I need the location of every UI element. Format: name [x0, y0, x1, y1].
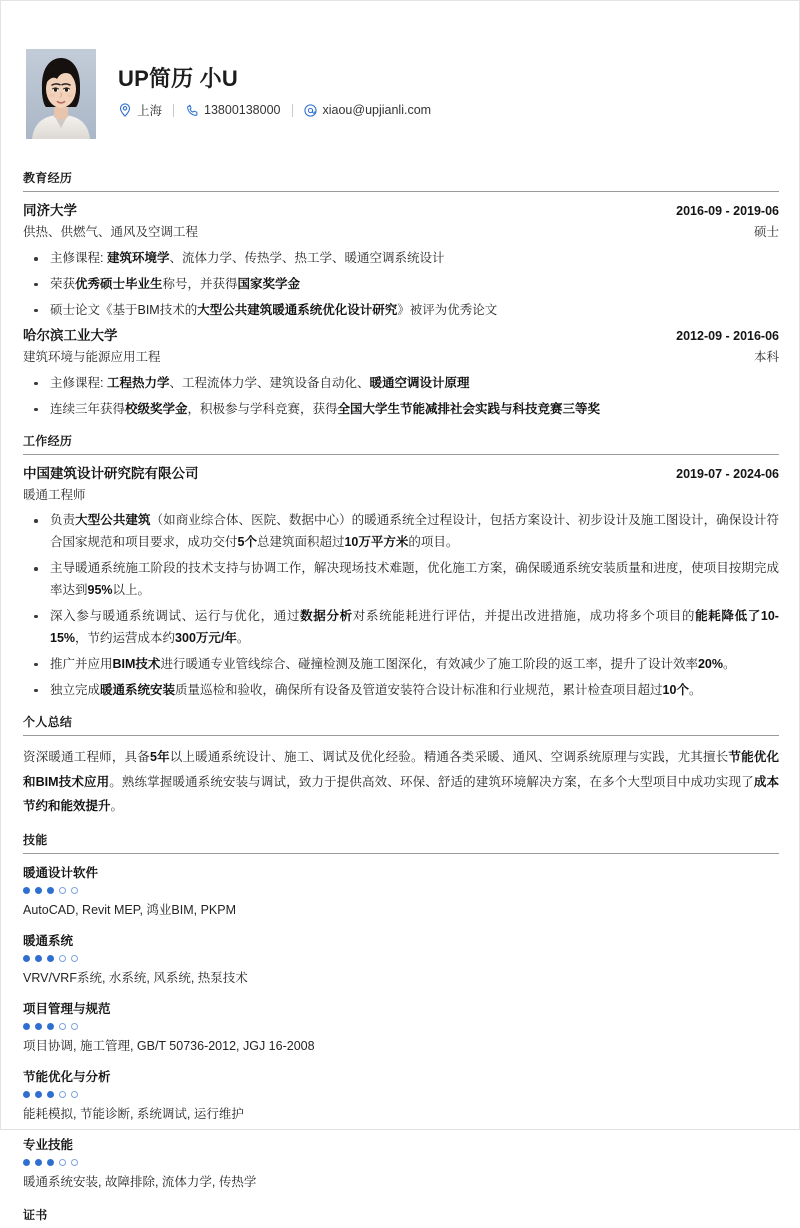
skill-name: 暖通系统 [23, 933, 74, 948]
entry-subheader [23, 347, 779, 367]
skill-entry [23, 863, 779, 920]
rating-dot [71, 955, 78, 962]
entry-major: 建筑环境与能源应用工程 [23, 349, 161, 364]
rating-dot [35, 1159, 42, 1166]
bullet-item: 主修课程: 工程热力学、工程流体力学、建筑设备自动化、暖通空调设计原理 [23, 373, 779, 395]
entry-major: 供热、供燃气、通风及空调工程 [23, 225, 199, 240]
entry-bullet-list [23, 248, 779, 322]
skill-entry [23, 931, 779, 988]
entry-subheader [23, 486, 779, 505]
experience-entry [23, 464, 779, 701]
avatar [26, 49, 96, 139]
rating-dot [47, 955, 54, 962]
skill-entry [23, 999, 779, 1056]
rating-dot [23, 1023, 30, 1030]
skill-level-rating [23, 955, 779, 962]
rating-dot [35, 887, 42, 894]
skill-entry [23, 1135, 779, 1192]
rating-dot [71, 1091, 78, 1098]
rating-dot [59, 1023, 66, 1030]
section-title-certificates: 证书 [23, 1207, 48, 1222]
section-divider [23, 735, 779, 736]
contact-divider [173, 104, 174, 117]
bullet-item: 主修课程: 建筑环境学、流体力学、传热学、热工学、暖通空调系统设计 [23, 248, 779, 270]
skill-name: 项目管理与规范 [23, 1001, 111, 1016]
rating-dot [59, 955, 66, 962]
rating-dot [47, 1091, 54, 1098]
section-certificates [23, 1206, 779, 1228]
experience-entry [23, 326, 779, 421]
skill-items: 项目协调, 施工管理, GB/T 50736-2012, JGJ 16-2008 [23, 1038, 315, 1053]
rating-dot [71, 1159, 78, 1166]
contact-phone [185, 103, 280, 117]
skill-items: 能耗模拟, 节能诊断, 系统调试, 运行维护 [23, 1106, 244, 1121]
rating-dot [71, 1023, 78, 1030]
contact-list [118, 101, 431, 119]
rating-dot [59, 887, 66, 894]
skill-items: 暖通系统安装, 故障排除, 流体力学, 传热学 [23, 1174, 257, 1189]
contact-divider [292, 104, 293, 117]
rating-dot [47, 1023, 54, 1030]
location-pin-icon [118, 103, 132, 117]
rating-dot [35, 1023, 42, 1030]
skill-level-rating [23, 1023, 779, 1030]
resume-header [23, 27, 779, 157]
entry-header [23, 326, 779, 346]
section-work [23, 432, 779, 701]
entry-subheader [23, 222, 779, 242]
rating-dot [35, 955, 42, 962]
skill-entry [23, 1067, 779, 1124]
entry-header [23, 201, 779, 221]
rating-dot [47, 1159, 54, 1166]
bullet-item: 主导暖通系统施工阶段的技术支持与协调工作，解决现场技术难题，优化施工方案，确保暖通系统安装质量和进度，使项目按期完成率达到95%以上。 [23, 558, 779, 602]
bullet-item: 推广并应用BIM技术进行暖通专业管线综合、碰撞检测及施工图深化，有效减少了施工阶段的返工率，提升了设计效率20%。 [23, 654, 779, 676]
entry-major: 暖通工程师 [23, 487, 86, 502]
section-skills [23, 831, 779, 1192]
skill-level-rating [23, 1159, 779, 1166]
entry-organization: 同济大学 [23, 203, 77, 218]
contact-email [304, 103, 432, 117]
skill-name: 暖通设计软件 [23, 865, 99, 880]
phone-icon [185, 103, 199, 117]
skill-list [23, 863, 779, 1192]
skill-items: VRV/VRF系统, 水系统, 风系统, 热泵技术 [23, 970, 248, 985]
bullet-item: 荣获优秀硕士毕业生称号，并获得国家奖学金 [23, 274, 779, 296]
rating-dot [59, 1159, 66, 1166]
section-title-education: 教育经历 [23, 171, 73, 185]
entry-organization: 中国建筑设计研究院有限公司 [23, 466, 199, 482]
entry-degree: 本科 [753, 349, 779, 364]
entry-degree: 硕士 [753, 225, 779, 240]
section-education [23, 169, 779, 420]
education-entries [23, 201, 779, 420]
summary-text: 资深暖通工程师，具备5年以上暖通系统设计、施工、调试及优化经验。精通各类采暖、通风、空调系统原理与实践，尤其擅长节能优化和BIM技术应用。熟练掌握暖通系统安装与调试，致力于提供高效、环保、舒适的建筑环境解决方案，在多个大型项目中成功实现了成本节约和能效提升。 [23, 750, 779, 814]
section-title-skills: 技能 [23, 832, 48, 847]
rating-dot [47, 887, 54, 894]
skill-name: 节能优化与分析 [23, 1069, 111, 1084]
contact-phone-value: 13800138000 [204, 103, 281, 118]
entry-date-range: 2019-07 - 2024-06 [676, 467, 779, 482]
email-at-icon [304, 103, 318, 117]
rating-dot [23, 955, 30, 962]
section-divider [23, 454, 779, 455]
page-title: UP简历 小U [118, 66, 238, 91]
rating-dot [23, 887, 30, 894]
bullet-item: 连续三年获得校级奖学金，积极参与学科竞赛，获得全国大学生节能减排社会实践与科技竞赛三等奖 [23, 399, 779, 421]
bullet-item: 硕士论文《基于BIM技术的大型公共建筑暖通系统优化设计研究》被评为优秀论文 [23, 300, 779, 322]
rating-dot [35, 1091, 42, 1098]
section-divider [23, 853, 779, 854]
section-divider [23, 191, 779, 192]
entry-date-range: 2012-09 - 2016-06 [676, 328, 779, 343]
rating-dot [23, 1159, 30, 1166]
header-text-block [118, 49, 431, 119]
skill-items: AutoCAD, Revit MEP, 鸿业BIM, PKPM [23, 902, 237, 917]
section-summary [23, 713, 779, 818]
section-title-summary: 个人总结 [23, 715, 73, 730]
bullet-item: 独立完成暖通系统安装质量巡检和验收，确保所有设备及管道安装符合设计标准和行业规范，累计检查项目超过10个。 [23, 680, 779, 702]
bullet-item: 深入参与暖通系统调试、运行与优化，通过数据分析对系统能耗进行评估，并提出改进措施，成功将多个项目的能耗降低了10-15%，节约运营成本约300万元/年。 [23, 606, 779, 650]
experience-entry [23, 201, 779, 322]
contact-email-value: xiaou@upjianli.com [322, 103, 432, 118]
entry-date-range: 2016-09 - 2019-06 [676, 204, 779, 218]
skill-name: 专业技能 [23, 1137, 74, 1152]
entry-header [23, 464, 779, 484]
bullet-item: 负责大型公共建筑（如商业综合体、医院、数据中心）的暖通系统全过程设计，包括方案设计、初步设计及施工图设计，确保设计符合国家规范和项目要求，成功交付5个总建筑面积超过10万平方米的项目。 [23, 510, 779, 554]
skill-level-rating [23, 1091, 779, 1098]
rating-dot [59, 1091, 66, 1098]
skill-level-rating [23, 887, 779, 894]
entry-bullet-list [23, 373, 779, 421]
entry-organization: 哈尔滨工业大学 [23, 327, 118, 343]
contact-location [118, 101, 162, 119]
work-entries [23, 464, 779, 701]
rating-dot [23, 1091, 30, 1098]
section-title-work: 工作经历 [23, 434, 73, 449]
entry-bullet-list [23, 510, 779, 701]
contact-location-value: 上海 [137, 104, 163, 119]
rating-dot [71, 887, 78, 894]
